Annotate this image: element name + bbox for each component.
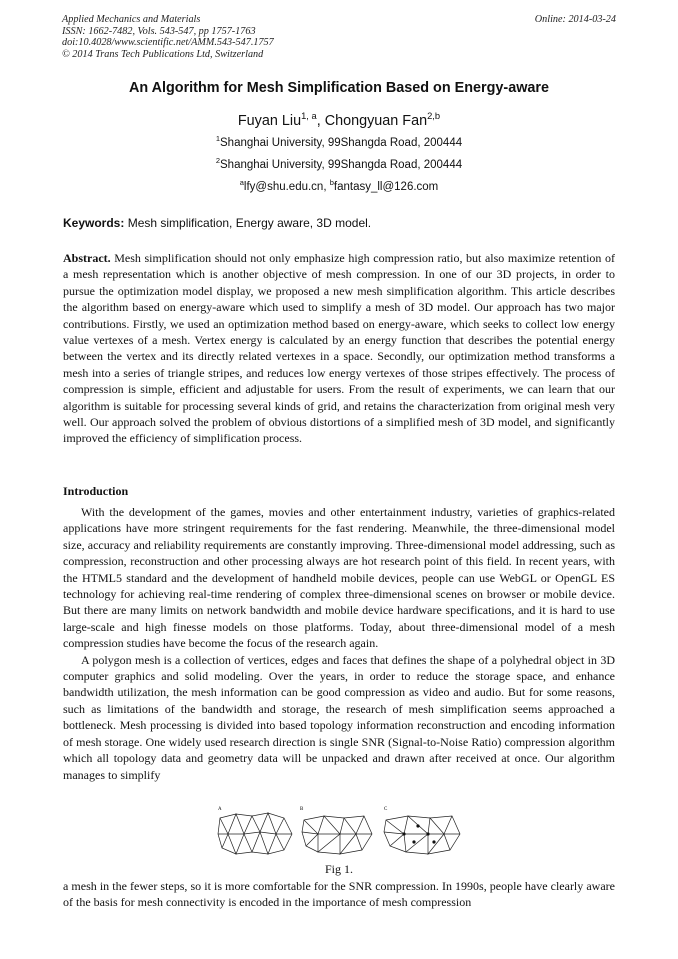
introduction-heading: Introduction [63,484,129,498]
copyright-line: © 2014 Trans Tech Publications Ltd, Switzerland [62,48,264,60]
issn-line: ISSN: 1662-7482, Vols. 543-547, pp 1757-1763 [62,25,256,37]
intro-paragraph-1: With the development of the games, movies and other entertainment industry, varieties of graphics-related applications have more stringent requirements for the fast rendering. Meanwhile, the three-dimensional model size, accuracy and reliability requirements are constantly improving. Three-dimensional model addressing, such as compression, reconstruction and other processing always are hot research point of this field. In recent years, with the HTML5 standard and the development of handheld mobile devices, people can use WebGL or OpenGL ES technology for achieving real-time rendering of complex three-dimensional scenes on browser or mobile device. But there are many limits on network bandwidth and mobile device hardware specifications, and it is hard to use large-scale and high finesse models on those platforms. Today, about three-dimensional model of a mesh compression studies have become the focus of the research again. [63,505,615,651]
abstract-label: Abstract. [63,251,111,265]
affiliation-2-text: Shanghai University, 99Shangda Road, 200444 [220,159,463,171]
panel-label-c: C [384,807,388,812]
author-separator: , [316,113,325,129]
journal-header [62,14,616,60]
author-2-affiliation: 2,b [427,111,441,122]
email-a: lfy@shu.edu.cn, [243,181,330,193]
paper-title: An Algorithm for Mesh Simplification Based on Energy-aware [128,80,550,96]
email-b: fantasy_ll@126.com [333,181,439,193]
keywords-label: Keywords: [63,216,125,230]
panel-label-a: A [218,807,222,812]
affiliation-1-text: Shanghai University, 99Shangda Road, 200444 [220,137,463,149]
abstract-text: Mesh simplification should not only emphasize high compression ratio, but also maximize retention of a mesh representation which is another objective of mesh compression. In one of our 3D projects, in order to pursue the optimization model display, we proposed a new mesh simplification algorithm. This article describes the algorithm based on energy-aware which used to simplify a mesh of 3D model. Our approach has two major contributions. Firstly, we used an optimization method based on energy-aware, which seeks to collect low energy value vertexes of a mesh. Vertex energy is calculated by an energy function that describes the potential energy between the vertex and its directly related vertexes in a space. Secondly, our optimization method transforms a mesh into a series of triangle stripes, and reduces low energy vertexes of those stripes effectively. The process of compression is simple, efficient and adjustable for users. From the result of experiments, we can learn that our algorithm is suitable for processing several kinds of grid, and retains the characterization from original mesh very well. Our approach solved the problem of obvious distortions of a simplified mesh of 3D model, and significantly improved the efficiency of simplification process. [63,251,615,446]
email-a-sup: a [239,178,244,188]
affiliation-1 [0,134,678,149]
author-1-affiliation: 1, a [301,111,317,122]
affiliation-2 [0,156,678,171]
affiliation-2-sup: 2 [215,156,221,166]
mesh-panel-a [218,813,292,854]
keywords [63,216,615,230]
introduction-continued [63,878,615,911]
author-2: Chongyuan Fan [324,113,428,129]
figure-caption: Fig 1. [324,862,353,876]
keywords-text: Mesh simplification, Energy aware, 3D model. [124,216,372,230]
intro-paragraph-3: a mesh in the fewer steps, so it is more comfortable for the SNR compression. In 1990s, people have clearly aware of the basis for mesh connectivity is encoded in the importance of mesh compression [63,879,615,910]
journal-name: Applied Mechanics and Materials [62,14,201,25]
intro-paragraph-2: A polygon mesh is a collection of vertices, edges and faces that defines the shape of a polyhedral object in 3D computer graphics and solid modeling. Over the years, in order to reduce the storage space, and enhance bandwidth utilization, the mesh information can be good compression as video and audio. But for some reasons, such as limitations of the bandwidth and storage, the research of mesh simplification seems approached a bottleneck. Mesh processing is divided into based topology information reconstruction and encoding information of mesh storage. One widely used research direction is single SNR (Signal-to-Noise Ratio) compression algorithm which all topology data and geometry data will be unpacked and drawn after received at once. Our algorithm manages to simplify [63,652,615,782]
panel-label-b: B [300,807,304,812]
mesh-panel-b [302,816,372,854]
author-1: Fuyan Liu [237,113,302,129]
abstract [63,250,615,447]
affiliation-1-sup: 1 [215,134,221,144]
introduction-body [63,504,615,783]
online-date: Online: 2014-03-24 [534,14,616,25]
figure-1-mesh-panels [214,804,464,860]
mesh-panel-c [384,816,460,854]
author-emails [0,178,678,193]
email-b-sup: b [329,178,334,188]
doi-line: doi:10.4028/www.scientific.net/AMM.543-547.1757 [62,37,274,48]
author-line [0,113,678,129]
